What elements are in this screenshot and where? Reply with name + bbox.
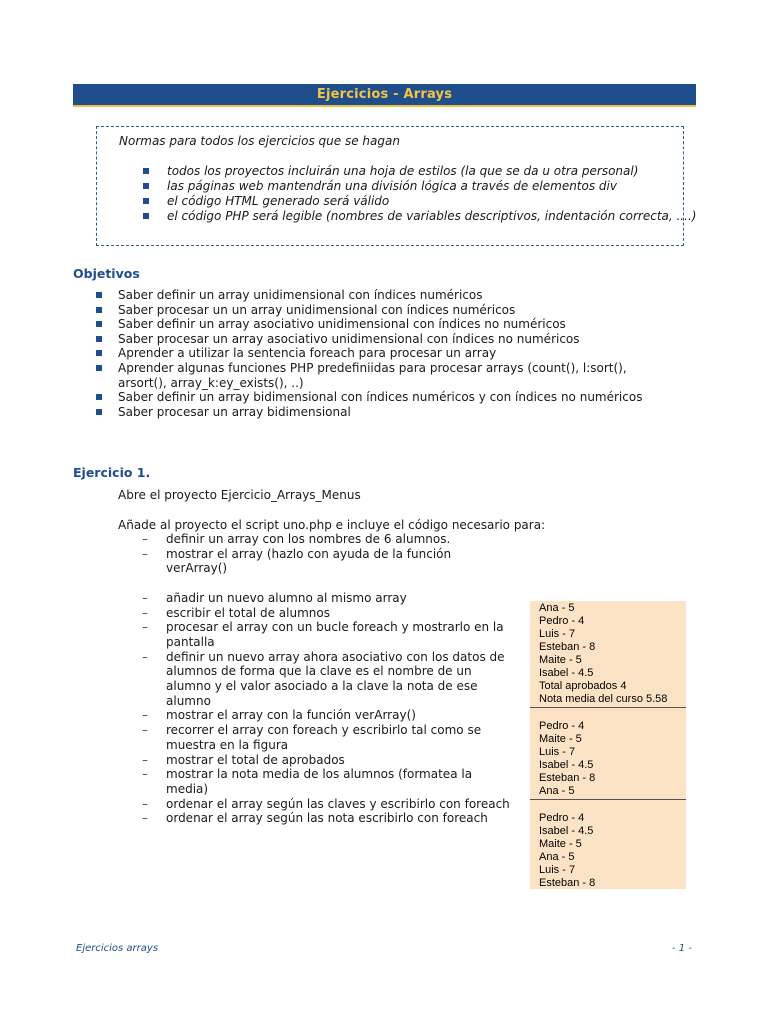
list-item: – mostrar el array (hazlo con ayuda de la función verArray()	[142, 546, 452, 576]
ejercicio1-heading: Ejercicio 1.	[73, 465, 151, 480]
output-line: Isabel - 4.5	[539, 667, 594, 679]
list-item: el código HTML generado será válido	[143, 194, 696, 209]
list-item: – mostrar el total de aprobados	[142, 752, 345, 767]
dash-bullet-icon: –	[142, 546, 148, 561]
objetivos-heading: Objetivos	[73, 266, 140, 281]
task-list	[142, 532, 514, 826]
output-line: Maite - 5	[539, 733, 582, 745]
dash-bullet-icon: –	[142, 767, 148, 782]
output-line: Maite - 5	[539, 654, 582, 666]
list-gap	[142, 576, 514, 591]
page-number: - 1 -	[672, 943, 692, 954]
list-item: Saber definir un array asociativo unidimensional con índices no numéricos	[96, 317, 676, 332]
list-item: Saber definir un array bidimensional con índices numéricos y con índices no numéricos	[96, 390, 676, 405]
list-item: – definir un nuevo array ahora asociativo con los datos de alumnos de forma que la clave es el nombre de un alumno y el valor asociado a la clave la nota de ese alumno	[142, 649, 505, 708]
output-line: Nota media del curso 5.58	[539, 693, 668, 705]
dash-bullet-icon: –	[142, 532, 148, 546]
output-line: Isabel - 4.5	[539, 825, 594, 837]
output-line: Esteban - 8	[539, 877, 596, 889]
title-bar	[73, 84, 696, 107]
list-item: Saber procesar un array bidimensional	[96, 405, 676, 420]
output-line: Luis - 7	[539, 864, 576, 876]
page-title: Ejercicios - Arrays	[316, 87, 453, 102]
output-group-1	[530, 601, 686, 706]
output-line: Total aprobados 4	[539, 680, 627, 692]
rules-heading: Normas para todos los ejercicios que se hagan	[119, 134, 400, 148]
output-line: Ana - 5	[539, 785, 575, 797]
list-item: Aprender algunas funciones PHP predefiniidas para procesar arrays (count(), l:sort(), arsort(), array_k:ey_exists(), ..)	[96, 361, 676, 390]
output-line: Ana - 5	[539, 851, 575, 863]
footer-title: Ejercicios arrays	[76, 943, 159, 954]
list-item: – mostrar la nota media de los alumnos (formatea la media)	[142, 767, 473, 796]
output-line: Maite - 5	[539, 838, 582, 850]
list-item: – escribir el total de alumnos	[142, 605, 330, 620]
output-group-3	[530, 800, 686, 890]
output-line: Isabel - 4.5	[539, 759, 594, 771]
list-item: Saber procesar un array asociativo unidimensional con índices no numéricos	[96, 332, 676, 347]
list-item: – ordenar el array según las claves y escribirlo con foreach	[142, 796, 510, 811]
list-item: – mostrar el array con la función verArray()	[142, 708, 416, 723]
output-line: Ana - 5	[539, 602, 575, 614]
output-line: Esteban - 8	[539, 772, 596, 784]
dash-bullet-icon: –	[142, 723, 148, 738]
dash-bullet-icon: –	[142, 796, 148, 811]
list-item: – definir un array con los nombres de 6 alumnos.	[142, 532, 451, 546]
dash-bullet-icon: –	[142, 620, 148, 635]
objetivos-list	[96, 288, 676, 419]
output-group-2	[530, 708, 686, 798]
output-line: Pedro - 4	[539, 812, 585, 824]
output-line: Pedro - 4	[539, 615, 585, 627]
output-line: Esteban - 8	[539, 641, 596, 653]
list-item: todos los proyectos incluirán una hoja de estilos (la que se da u otra personal)	[143, 164, 696, 179]
intro-line-2: Añade al proyecto el script uno.php e incluye el código necesario para:	[118, 518, 546, 532]
output-figure	[530, 601, 686, 889]
list-item: el código PHP será legible (nombres de variables descriptivos, indentación correcta, ....)	[143, 209, 696, 224]
output-line: Pedro - 4	[539, 720, 585, 732]
output-line: Luis - 7	[539, 746, 576, 758]
dash-bullet-icon: –	[142, 649, 148, 664]
list-item: las páginas web mantendrán una división lógica a través de elementos div	[143, 179, 696, 194]
list-item: Aprender a utilizar la sentencia foreach para procesar un array	[96, 346, 676, 361]
list-item: – ordenar el array según las nota escribirlo con foreach	[142, 811, 488, 826]
rules-box	[96, 126, 697, 246]
dash-bullet-icon: –	[142, 708, 148, 723]
list-item: – añadir un nuevo alumno al mismo array	[142, 590, 407, 605]
dash-bullet-icon: –	[142, 590, 148, 605]
rules-list	[143, 164, 696, 224]
list-item: – procesar el array con un bucle foreach y mostrarlo en la pantalla	[142, 620, 504, 649]
output-line: Luis - 7	[539, 628, 576, 640]
intro-line-1: Abre el proyecto Ejercicio_Arrays_Menus	[118, 488, 361, 502]
dash-bullet-icon: –	[142, 605, 148, 620]
list-item: Saber definir un array unidimensional con índices numéricos	[96, 288, 676, 303]
dash-bullet-icon: –	[142, 752, 148, 767]
dash-bullet-icon: –	[142, 811, 148, 826]
list-item: – recorrer el array con foreach y escribirlo tal como se muestra en la figura	[142, 723, 482, 752]
list-item: Saber procesar un un array unidimensional con índices numéricos	[96, 303, 676, 318]
